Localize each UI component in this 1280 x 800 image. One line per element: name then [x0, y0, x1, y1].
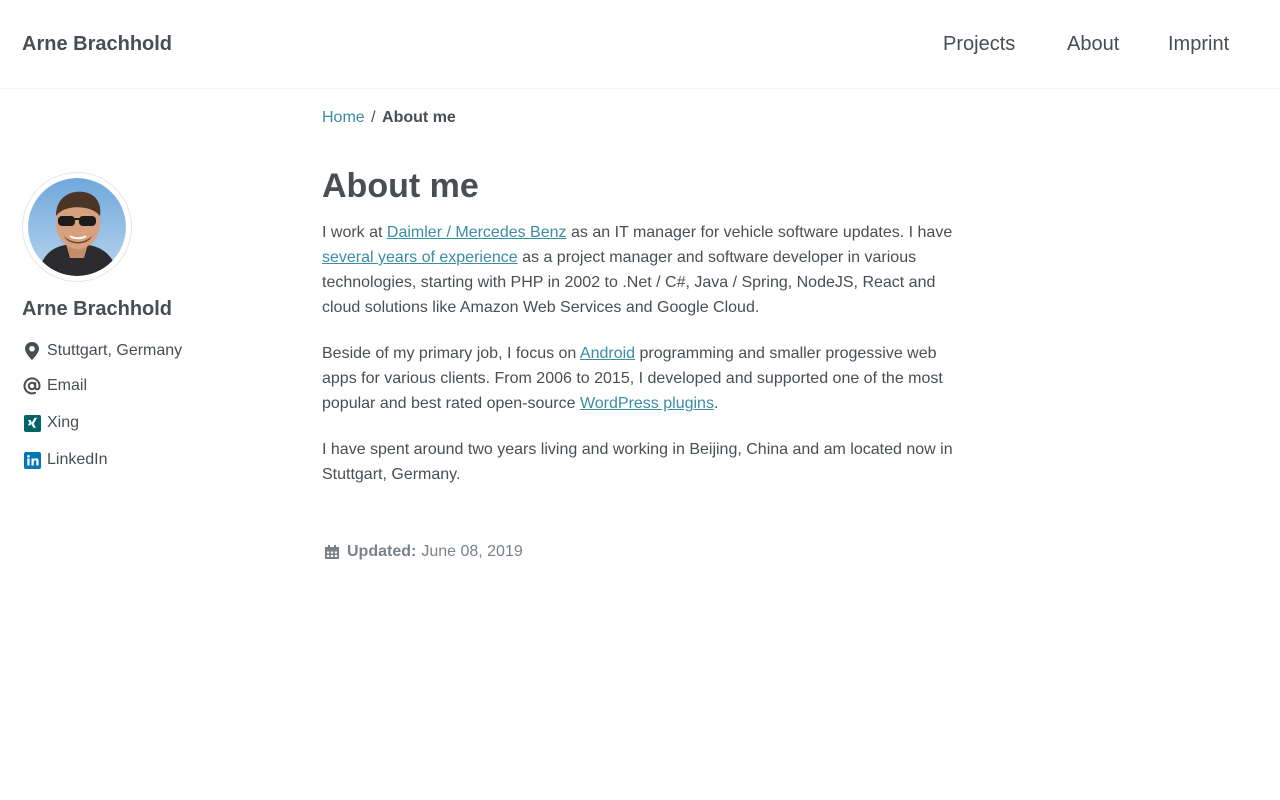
- site-title-link[interactable]: Arne Brachhold: [22, 33, 173, 55]
- breadcrumb-current: About me: [382, 109, 456, 126]
- breadcrumb: [322, 108, 456, 128]
- p1-text-3: as a project manager and software developer in various technologies, starting with PHP in 2002 to .Net / C#, Java / Spring, NodeJS, React and cloud solutions like Amazon Web Services and Google Cloud.: [322, 249, 936, 316]
- nav-link-projects[interactable]: Projects: [943, 33, 1016, 55]
- linkedin-icon: [22, 450, 42, 470]
- avatar-photo: [28, 178, 126, 276]
- nav-link-imprint[interactable]: Imprint: [1168, 33, 1230, 55]
- author-location: [22, 341, 282, 361]
- author-name: Arne Brachhold: [22, 298, 173, 320]
- map-marker-icon: [22, 341, 42, 361]
- author-location-text: Stuttgart, Germany: [47, 342, 183, 359]
- breadcrumb-separator: /: [371, 109, 376, 126]
- author-link-xing-text[interactable]: Xing: [47, 414, 80, 431]
- page-updated: [322, 542, 523, 562]
- wordpress-plugins-link[interactable]: WordPress plugins: [579, 395, 714, 412]
- author-sidebar: [22, 172, 282, 487]
- nav-link-about[interactable]: About: [1067, 33, 1120, 55]
- author-link-xing[interactable]: [22, 413, 282, 433]
- page-content: [322, 166, 962, 487]
- p2-text-3: .: [713, 395, 719, 412]
- author-link-linkedin[interactable]: [22, 450, 282, 470]
- page-title: About me: [322, 167, 479, 205]
- author-link-linkedin-text[interactable]: LinkedIn: [47, 451, 108, 468]
- paragraph-side-projects: [322, 341, 962, 416]
- experience-link[interactable]: several years of experience: [322, 249, 518, 266]
- author-link-email-text[interactable]: Email: [47, 377, 88, 394]
- paragraph-work: [322, 220, 962, 320]
- xing-icon: [22, 413, 42, 433]
- updated-date: June 08, 2019: [421, 543, 523, 560]
- p1-text-2: as an IT manager for vehicle software updates. I have: [566, 224, 953, 241]
- paragraph-location: I have spent around two years living and working in Beijing, China and am located now in Stuttgart, Germany.: [322, 441, 953, 483]
- daimler-link[interactable]: Daimler / Mercedes Benz: [386, 224, 567, 241]
- avatar: [22, 172, 132, 282]
- author-link-email[interactable]: [22, 376, 282, 396]
- masthead: [0, 0, 1280, 89]
- android-link[interactable]: Android: [579, 345, 636, 362]
- author-links: [22, 341, 282, 470]
- at-icon: [22, 376, 42, 396]
- calendar-icon: [322, 542, 342, 562]
- breadcrumb-home-link[interactable]: Home: [322, 109, 365, 126]
- p2-text-2: programming and smaller progessive web apps for various clients. From 2006 to 2015, I developed and supported one of the most popular and best rated open-source: [322, 345, 943, 412]
- updated-label: Updated:: [347, 543, 417, 560]
- p1-text-1: I work at: [322, 224, 387, 241]
- p2-text-1: Beside of my primary job, I focus on: [322, 345, 580, 362]
